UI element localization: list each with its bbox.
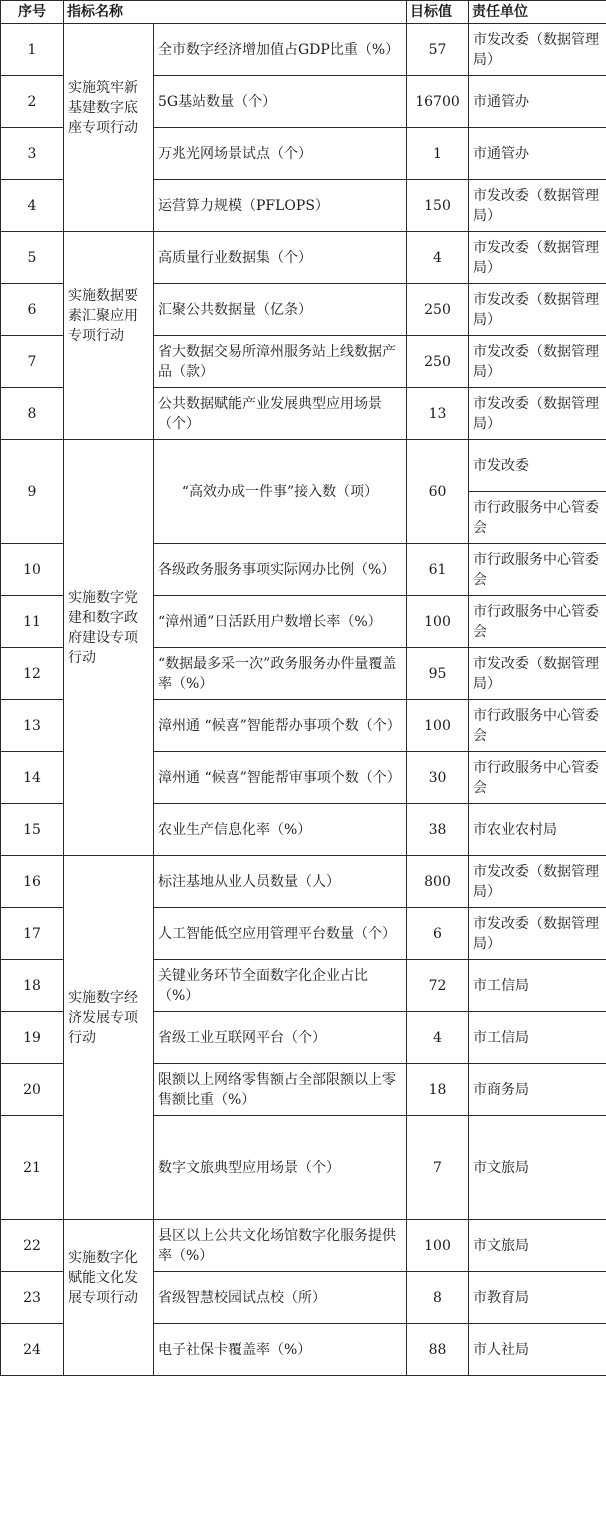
row-number: 10 [1, 544, 64, 596]
indicator-name: “数据最多采一次”政务服务办件量覆盖率（%） [154, 648, 407, 700]
responsible-unit: 市发改委（数据管理局） [469, 24, 606, 76]
responsible-unit: 市行政服务中心管委会 [469, 596, 606, 648]
indicator-name: 关键业务环节全面数字化企业占比（%） [154, 960, 407, 1012]
responsible-unit: 市发改委（数据管理局） [469, 908, 606, 960]
target-value: 7 [407, 1116, 469, 1220]
indicator-name: 省级智慧校园试点校（所） [154, 1272, 407, 1324]
indicator-name: “漳州通”日活跃用户数增长率（%） [154, 596, 407, 648]
row-number: 6 [1, 284, 64, 336]
indicator-name: 各级政务服务事项实际网办比例（%） [154, 544, 407, 596]
header-indicator-name: 指标名称 [64, 1, 407, 24]
target-value: 16700 [407, 76, 469, 128]
target-value: 250 [407, 284, 469, 336]
responsible-unit: 市发改委（数据管理局） [469, 648, 606, 700]
indicator-name: 人工智能低空应用管理平台数量（个） [154, 908, 407, 960]
target-value: 61 [407, 544, 469, 596]
indicator-name: 县区以上公共文化场馆数字化服务提供率（%） [154, 1220, 407, 1272]
row-number: 22 [1, 1220, 64, 1272]
target-value: 100 [407, 700, 469, 752]
indicator-name: 漳州通 “候喜”智能帮办事项个数（个） [154, 700, 407, 752]
row-number: 20 [1, 1064, 64, 1116]
action-name: 实施筑牢新基建数字底座专项行动 [64, 24, 154, 232]
target-value: 88 [407, 1324, 469, 1376]
responsible-unit: 市工信局 [469, 1012, 606, 1064]
indicator-name: 数字文旅典型应用场景（个） [154, 1116, 407, 1220]
table-row [1, 1220, 606, 1272]
target-value: 150 [407, 180, 469, 232]
responsible-unit: 市人社局 [469, 1324, 606, 1376]
responsible-unit: 市发改委（数据管理局） [469, 388, 606, 440]
target-value: 18 [407, 1064, 469, 1116]
target-value: 57 [407, 24, 469, 76]
row-number: 19 [1, 1012, 64, 1064]
row-number: 7 [1, 336, 64, 388]
table-row [1, 24, 606, 76]
target-value: 8 [407, 1272, 469, 1324]
responsible-unit: 市发改委（数据管理局） [469, 180, 606, 232]
table-body [1, 24, 606, 1376]
responsible-unit: 市行政服务中心管委会 [469, 544, 606, 596]
action-name: 实施数字经济发展专项行动 [64, 856, 154, 1220]
row-number: 4 [1, 180, 64, 232]
target-value: 100 [407, 596, 469, 648]
action-name: 实施数字党建和数字政府建设专项行动 [64, 440, 154, 856]
responsible-unit: 市教育局 [469, 1272, 606, 1324]
indicator-name: 标注基地从业人员数量（人） [154, 856, 407, 908]
responsible-unit: 市工信局 [469, 960, 606, 1012]
responsible-unit: 市发改委（数据管理局） [469, 232, 606, 284]
row-number: 1 [1, 24, 64, 76]
responsible-unit: 市行政服务中心管委会 [469, 752, 606, 804]
target-value: 13 [407, 388, 469, 440]
indicator-name: 运营算力规模（PFLOPS） [154, 180, 407, 232]
table-row [1, 232, 606, 284]
indicator-name: 全市数字经济增加值占GDP比重（%） [154, 24, 407, 76]
responsible-unit: 市发改委（数据管理局） [469, 284, 606, 336]
target-value: 95 [407, 648, 469, 700]
row-number: 17 [1, 908, 64, 960]
responsible-unit: 市发改委（数据管理局） [469, 336, 606, 388]
header-unit: 责任单位 [469, 1, 606, 24]
row-number: 16 [1, 856, 64, 908]
target-value: 250 [407, 336, 469, 388]
indicator-name: 5G基站数量（个） [154, 76, 407, 128]
indicator-name: “高效办成一件事”接入数（项） [154, 440, 407, 544]
responsible-unit: 市通管办 [469, 76, 606, 128]
indicator-name: 省级工业互联网平台（个） [154, 1012, 407, 1064]
row-number: 9 [1, 440, 64, 544]
row-number: 11 [1, 596, 64, 648]
responsible-unit: 市行政服务中心管委会 [469, 700, 606, 752]
row-number: 2 [1, 76, 64, 128]
row-number: 23 [1, 1272, 64, 1324]
indicator-name: 高质量行业数据集（个） [154, 232, 407, 284]
target-value: 72 [407, 960, 469, 1012]
target-value: 30 [407, 752, 469, 804]
row-number: 21 [1, 1116, 64, 1220]
header-no: 序号 [1, 1, 64, 24]
row-number: 3 [1, 128, 64, 180]
row-number: 15 [1, 804, 64, 856]
target-value: 1 [407, 128, 469, 180]
target-value: 4 [407, 232, 469, 284]
indicator-name: 汇聚公共数据量（亿条） [154, 284, 407, 336]
table-row [1, 440, 606, 492]
responsible-unit: 市发改委（数据管理局） [469, 856, 606, 908]
responsible-unit: 市文旅局 [469, 1116, 606, 1220]
action-name: 实施数字化赋能文化发展专项行动 [64, 1220, 154, 1376]
row-number: 13 [1, 700, 64, 752]
indicator-name: 电子社保卡覆盖率（%） [154, 1324, 407, 1376]
indicator-name: 农业生产信息化率（%） [154, 804, 407, 856]
responsible-unit: 市通管办 [469, 128, 606, 180]
responsible-unit: 市发改委 [469, 440, 606, 492]
row-number: 5 [1, 232, 64, 284]
target-value: 100 [407, 1220, 469, 1272]
indicator-name: 万兆光网场景试点（个） [154, 128, 407, 180]
row-number: 14 [1, 752, 64, 804]
target-value: 6 [407, 908, 469, 960]
indicator-name: 限额以上网络零售额占全部限额以上零售额比重（%） [154, 1064, 407, 1116]
target-value: 38 [407, 804, 469, 856]
row-number: 18 [1, 960, 64, 1012]
responsible-unit: 市农业农村局 [469, 804, 606, 856]
target-value: 800 [407, 856, 469, 908]
responsible-unit: 市行政服务中心管委会 [469, 492, 606, 544]
row-number: 8 [1, 388, 64, 440]
target-value: 60 [407, 440, 469, 544]
indicator-name: 省大数据交易所漳州服务站上线数据产品（款） [154, 336, 407, 388]
header-target: 目标值 [407, 1, 469, 24]
indicator-name: 漳州通 “候喜”智能帮审事项个数（个） [154, 752, 407, 804]
indicator-name: 公共数据赋能产业发展典型应用场景（个） [154, 388, 407, 440]
row-number: 12 [1, 648, 64, 700]
row-number: 24 [1, 1324, 64, 1376]
responsible-unit: 市商务局 [469, 1064, 606, 1116]
header-row [1, 1, 606, 24]
action-name: 实施数据要素汇聚应用专项行动 [64, 232, 154, 440]
table-row [1, 856, 606, 908]
target-value: 4 [407, 1012, 469, 1064]
responsible-unit: 市文旅局 [469, 1220, 606, 1272]
